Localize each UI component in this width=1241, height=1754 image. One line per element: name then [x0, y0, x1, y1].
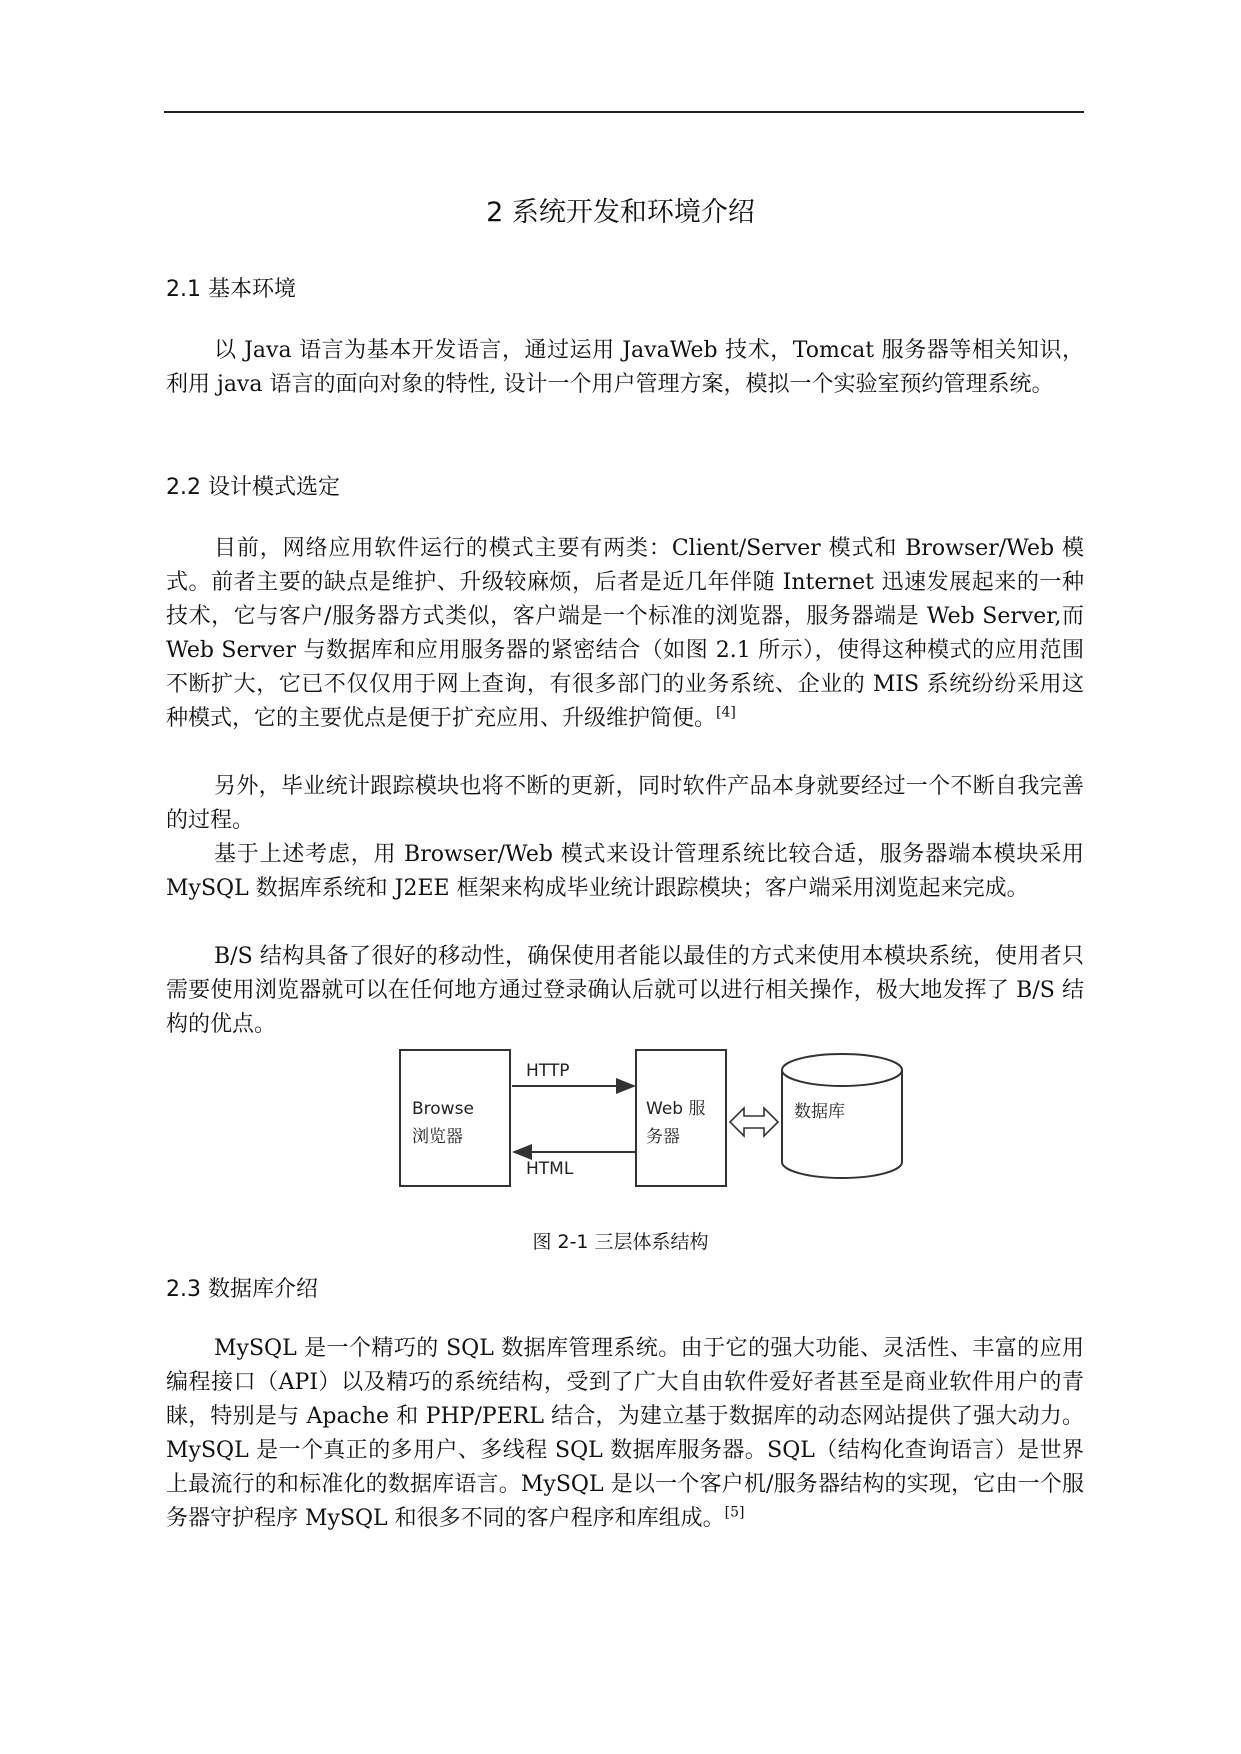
paragraph-2-2-b: 另外，毕业统计跟踪模块也将不断的更新，同时软件产品本身就要经过一个不断自我完善的过程。 — [166, 774, 1084, 833]
three-tier-diagram — [398, 1040, 938, 1200]
header-rule — [164, 111, 1084, 113]
browser-label-line1: Browse — [412, 1099, 474, 1119]
section-heading-2-2: 2.2 设计模式选定 — [166, 475, 340, 500]
paragraph-text: MySQL 是一个精巧的 SQL 数据库管理系统。由于它的强大功能、灵活性、丰富的应用编程接口（API）以及精巧的系统结构，受到了广大自由软件爱好者甚至是商业软件用户的青睐，特别是与 Apache 和 PHP/PERL 结合，为建立基于数据库的动态网站提供了强大动力。MySQL 是一个真正的多用户、多线程 SQL 数据库服务器。SQL（结构化查询语言）是世界上最流行的和标准化的数据库语言。MySQL 是以一个客户机/服务器结构的实现，它由一个服务器守护程序 MySQL 和很多不同的客户程序和库组成。 — [166, 1336, 1084, 1531]
database-cylinder-top — [782, 1054, 902, 1086]
paragraph-2-1: 以 Java 语言为基本开发语言，通过运用 JavaWeb 技术，Tomcat 服务器等相关知识，利用 java 语言的面向对象的特性, 设计一个用户管理方案，模拟一个实验室预约管理系统。 — [166, 338, 1084, 397]
paragraph-2-2-d: B/S 结构具备了很好的移动性，确保使用者能以最佳的方式来使用本模块系统，使用者只需要使用浏览器就可以在任何地方通过登录确认后就可以进行相关操作，极大地发挥了 B/S 结构的优点。 — [166, 944, 1084, 1037]
browser-label-line2: 浏览器 — [412, 1127, 463, 1147]
paragraph-text: 目前，网络应用软件运行的模式主要有两类：Client/Server 模式和 Browser/Web 模式。前者主要的缺点是维护、升级较麻烦，后者是近几年伴随 Internet 迅速发展起来的一种技术，它与客户/服务器方式类似，客户端是一个标准的浏览器，服务器端是 Web Server,而 Web Server 与数据库和应用服务器的紧密结合（如图 2.1 所示），使得这种模式的应用范围不断扩大，它已不仅仅用于网上查询，有很多部门的业务系统、企业的 MIS 系统纷纷采用这种模式，它的主要优点是便于扩充应用、升级维护简便。 — [166, 536, 1084, 731]
paragraph-2-2-a — [166, 532, 1084, 736]
citation-marker: [5] — [724, 1504, 745, 1521]
section-heading-2-3: 2.3 数据库介绍 — [166, 1277, 318, 1302]
web-server-label-line2: 务器 — [646, 1127, 680, 1147]
web-server-label-line1: Web 服 — [646, 1099, 706, 1119]
citation-marker: [4] — [716, 704, 736, 721]
html-label: HTML — [526, 1159, 574, 1179]
http-label: HTTP — [526, 1061, 570, 1081]
database-label: 数据库 — [794, 1102, 845, 1122]
double-arrow-icon — [730, 1108, 778, 1136]
chapter-title: 2 系统开发和环境介绍 — [486, 197, 755, 228]
paragraph-2-2-c: 基于上述考虑，用 Browser/Web 模式来设计管理系统比较合适，服务器端本模块采用 MySQL 数据库系统和 J2EE 框架来构成毕业统计跟踪模块；客户端采用浏览起来完成。 — [166, 842, 1084, 901]
figure-caption: 图 2-1 三层体系结构 — [532, 1231, 709, 1253]
section-heading-2-1: 2.1 基本环境 — [166, 277, 296, 302]
paragraph-2-3 — [166, 1332, 1084, 1536]
